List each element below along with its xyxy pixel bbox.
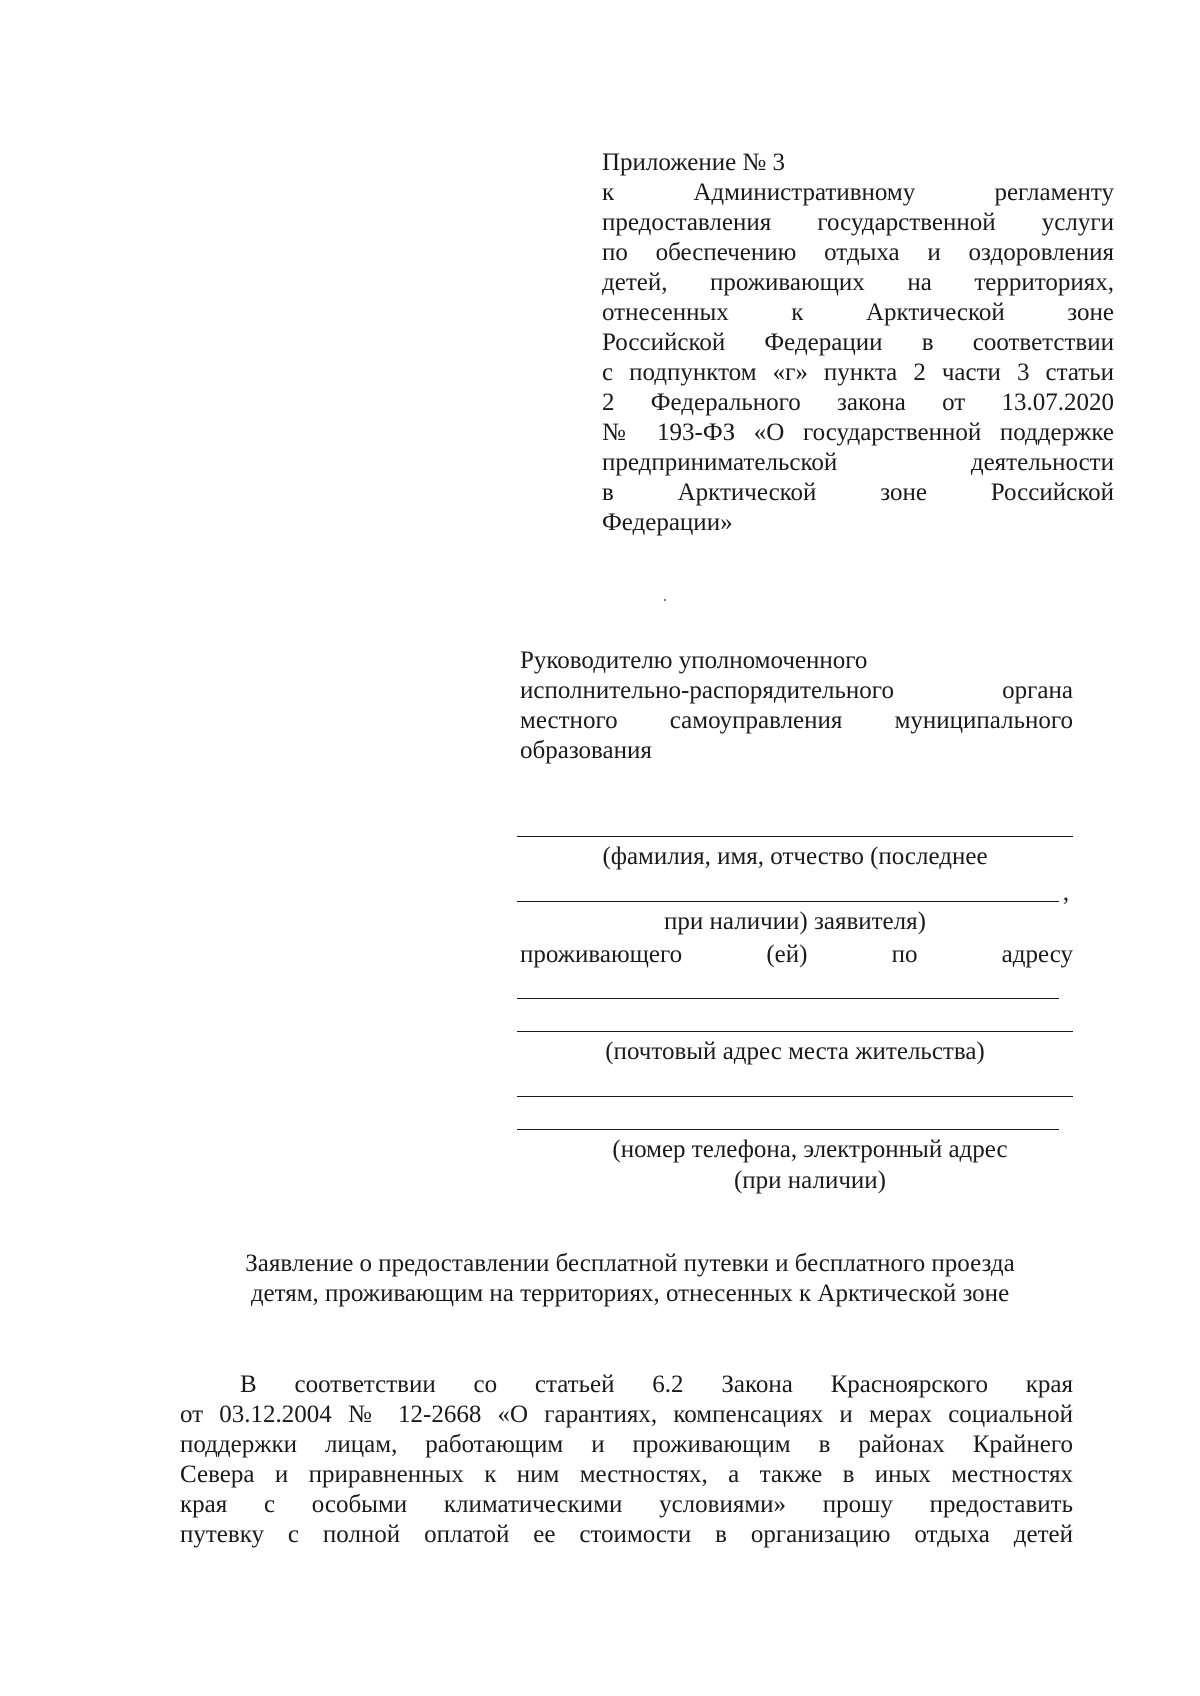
address-caption: (почтовый адрес места жительства) xyxy=(605,1038,985,1065)
addressee-line: исполнительно-распорядительного органа xyxy=(520,677,1073,704)
name-caption: (фамилия, имя, отчество (последнее xyxy=(602,843,988,870)
appendix-line: в Арктической зоне Российской xyxy=(602,479,1114,506)
scan-speck xyxy=(664,599,666,601)
appendix-line: Российской Федерации в соответствии xyxy=(602,329,1114,356)
appendix-line: № 193-ФЗ «О государственной поддержке xyxy=(602,419,1114,446)
appendix-line: к Административному регламенту xyxy=(602,179,1114,206)
contact-caption-2: (при наличии) xyxy=(733,1167,887,1194)
applicant-name-line-2[interactable] xyxy=(517,901,1059,902)
body-paragraph xyxy=(180,1370,1073,1550)
body-line: В соответствии со статьей 6.2 Закона Красноярского края xyxy=(240,1371,1073,1398)
appendix-line: предоставления государственной услуги xyxy=(602,209,1114,236)
comma: , xyxy=(1062,879,1070,906)
appendix-line: с подпунктом «г» пункта 2 части 3 статьи xyxy=(602,359,1114,386)
body-line: поддержки лицам, работающим и проживающим в районах Крайнего xyxy=(180,1431,1073,1458)
residing-text: проживающего (ей) по адресу xyxy=(520,941,1073,968)
name-caption-2: при наличии) заявителя) xyxy=(664,908,926,935)
body-line: от 03.12.2004 № 12-2668 «О гарантиях, компенсациях и мерах социальной xyxy=(180,1401,1073,1428)
appendix-line: 2 Федерального закона от 13.07.2020 xyxy=(602,389,1114,416)
address-line-2[interactable] xyxy=(517,1031,1073,1032)
appendix-line: отнесенных к Арктической зоне xyxy=(602,299,1114,326)
appendix-title: Приложение № 3 xyxy=(602,149,786,176)
contact-line-2[interactable] xyxy=(517,1129,1059,1130)
residing-line xyxy=(520,940,1073,970)
title-line: Заявление о предоставлении бесплатной путевки и бесплатного проезда xyxy=(245,1250,1015,1277)
appendix-line: по обеспечению отдыха и оздоровления xyxy=(602,239,1114,266)
address-line-1[interactable] xyxy=(517,998,1059,999)
body-line: путевку с полной оплатой ее стоимости в организацию отдыха детей xyxy=(180,1521,1073,1548)
title-line: детям, проживающим на территориях, отнесенных к Арктической зоне xyxy=(250,1280,1010,1307)
contact-line-1[interactable] xyxy=(517,1096,1073,1097)
appendix-line: предпринимательской деятельности xyxy=(602,449,1114,476)
applicant-name-line[interactable] xyxy=(517,836,1073,837)
body-line: Севера и приравненных к ним местностях, а также в иных местностях xyxy=(180,1461,1073,1488)
addressee-line: образования xyxy=(520,737,652,764)
contact-caption: (номер телефона, электронный адрес xyxy=(612,1136,1008,1163)
addressee-line: местного самоуправления муниципального xyxy=(520,707,1073,734)
addressee-block xyxy=(520,646,1073,766)
body-line: края с особыми климатическими условиями» прошу предоставить xyxy=(180,1491,1073,1518)
appendix-header xyxy=(602,148,1114,538)
addressee-line: Руководителю уполномоченного xyxy=(520,647,868,674)
application-title xyxy=(170,1249,1090,1309)
appendix-line: Федерации» xyxy=(602,509,733,536)
appendix-line: детей, проживающих на территориях, xyxy=(602,269,1114,296)
